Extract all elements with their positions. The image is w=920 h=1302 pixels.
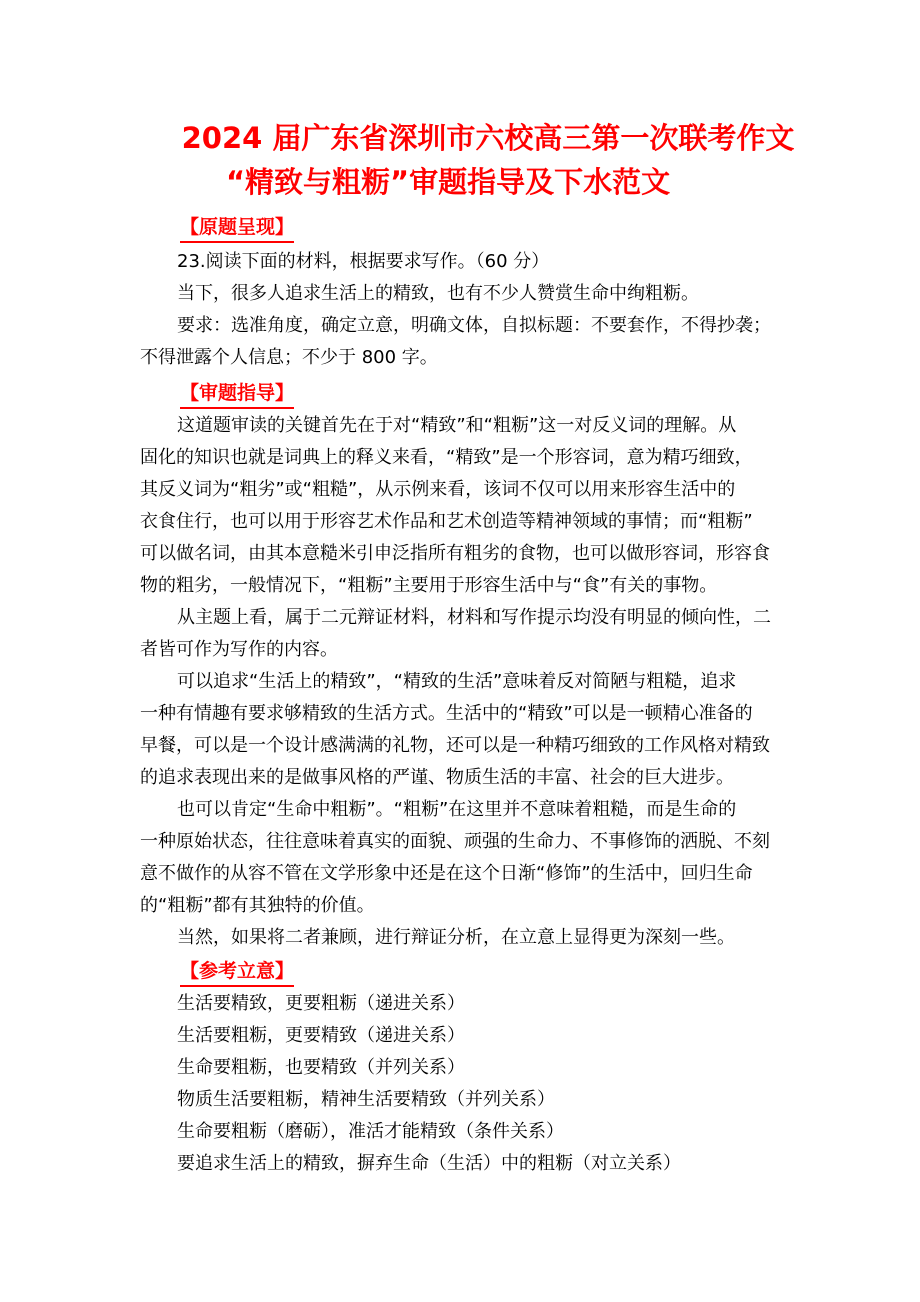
paragraph-line: 也可以肯定“生命中粗粝”。“粗粝”在这里并不意味着粗糙，而是生命的	[177, 799, 737, 820]
paragraph-line: 从主题上看，属于二元辩证材料，材料和写作提示均没有明显的倾向性，二	[177, 607, 771, 628]
paragraph-line: 可以做名词，由其本意糙米引申泛指所有粗劣的食物，也可以做形容词，形容食	[140, 543, 770, 564]
section-heading-guide: 【审题指导】	[180, 380, 294, 409]
paragraph-line: 物的粗劣，一般情况下，“粗粝”主要用于形容生活中与“食”有关的事物。	[140, 575, 718, 596]
paragraph-line: 不得泄露个人信息；不少于 800 字。	[140, 347, 438, 368]
list-item: 生活要精致，更要粗粝（递进关系）	[177, 993, 465, 1014]
paragraph-line: 固化的知识也就是词典上的释义来看，“精致”是一个形容词，意为精巧细致，	[140, 447, 753, 468]
paragraph-line: 当下，很多人追求生活上的精致，也有不少人赞赏生命中绚粗粝。	[177, 283, 699, 304]
paragraph-line: 的追求表现出来的是做事风格的严谨、物质生活的丰富、社会的巨大进步。	[140, 767, 734, 788]
paragraph-line: 早餐，可以是一个设计感满满的礼物，还可以是一种精巧细致的工作风格对精致	[140, 735, 770, 756]
paragraph-line: 者皆可作为写作的内容。	[140, 639, 338, 660]
paragraph-line: 的“粗粝”都有其独特的价值。	[140, 895, 375, 916]
list-item: 物质生活要粗粝，精神生活要精致（并列关系）	[177, 1089, 555, 1110]
paragraph-line: 这道题审读的关键首先在于对“精致”和“粗粝”这一对反义词的理解。从	[177, 415, 737, 436]
section-heading-reference: 【参考立意】	[180, 958, 294, 987]
list-item: 生活要粗粝，更要精致（递进关系）	[177, 1025, 465, 1046]
paragraph-line: 其反义词为“粗劣”或“粗糙”，从示例来看，该词不仅可以用来形容生活中的	[140, 479, 736, 500]
list-item: 生命要粗粝，也要精致（并列关系）	[177, 1057, 465, 1078]
document-title-line-2: “精致与粗粝”审题指导及下水范文	[226, 165, 671, 199]
document-title-line-1: 2024 届广东省深圳市六校高三第一次联考作文	[181, 121, 795, 155]
section-heading-original: 【原题呈现】	[180, 214, 294, 243]
list-item: 要追求生活上的精致，摒弃生命（生活）中的粗粝（对立关系）	[177, 1153, 681, 1174]
paragraph-line: 当然，如果将二者兼顾，进行辩证分析，在立意上显得更为深刻一些。	[177, 927, 735, 948]
paragraph-line: 一种有情趣有要求够精致的生活方式。生活中的“精致”可以是一顿精心准备的	[140, 703, 753, 724]
paragraph-line: 23.阅读下面的材料，根据要求写作。（60 分）	[177, 251, 550, 272]
paragraph-line: 要求：选准角度，确定立意，明确文体，自拟标题：不要套作，不得抄袭；	[177, 315, 771, 336]
paragraph-line: 可以追求“生活上的精致”，“精致的生活”意味着反对简陋与粗糙，追求	[177, 671, 737, 692]
paragraph-line: 意不做作的从容不管在文学形象中还是在这个日渐“修饰”的生活中，回归生命	[140, 863, 753, 884]
list-item: 生命要粗粝（磨砺），准活才能精致（条件关系）	[177, 1121, 564, 1142]
paragraph-line: 一种原始状态，往往意味着真实的面貌、顽强的生命力、不事修饰的洒脱、不刻	[140, 831, 770, 852]
paragraph-line: 衣食住行，也可以用于形容艺术作品和艺术创造等精神领域的事情；而“粗粝”	[140, 511, 753, 532]
